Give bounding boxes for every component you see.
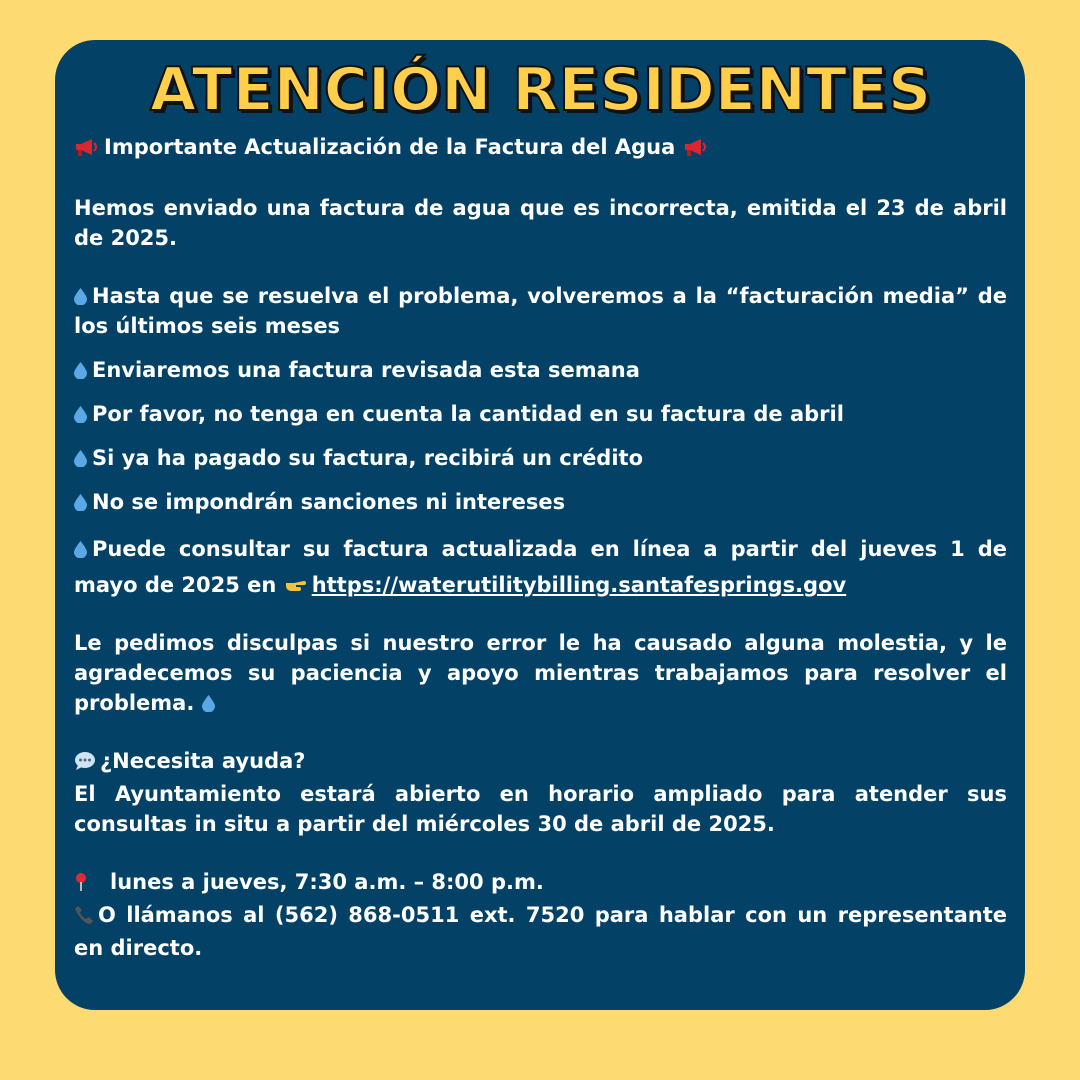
- water-drop-icon: [74, 283, 87, 300]
- bullet-item: [74, 399, 1007, 429]
- water-drop-icon: [202, 690, 215, 707]
- speech-bubble-icon: [74, 749, 96, 779]
- billing-link[interactable]: https://waterutilitybilling.santafesprings.gov: [311, 573, 847, 597]
- pointing-hand-icon: [284, 570, 308, 606]
- notice-card: [55, 40, 1025, 1010]
- help-question: [74, 746, 1007, 779]
- bullet-item: [74, 281, 1007, 341]
- bullet-text: Hasta que se resuelva el problema, volveremos a la “facturación media” de los últimos seis meses: [74, 284, 1007, 338]
- megaphone-icon: [683, 135, 709, 165]
- online-text: Puede consultar su factura actualizada en línea a partir del jueves 1 de mayo de 2025 en: [74, 537, 1007, 597]
- pin-icon: [74, 870, 88, 900]
- megaphone-icon: [74, 135, 100, 165]
- help-question-text: ¿Necesita ayuda?: [100, 749, 306, 773]
- hours-text: lunes a jueves, 7:30 a.m. – 8:00 p.m.: [110, 870, 544, 894]
- bullet-text: No se impondrán sanciones ni intereses: [92, 490, 566, 514]
- bullet-text: Si ya ha pagado su factura, recibirá un crédito: [92, 446, 644, 470]
- water-drop-icon: [74, 533, 87, 550]
- intro-text: Hemos enviado una factura de agua que es incorrecta, emitida el 23 de abril de 2025.: [74, 196, 1007, 250]
- notice-title: ATENCIÓN RESIDENTES: [149, 55, 932, 125]
- subtitle-line: [74, 132, 1007, 165]
- water-drop-icon: [74, 445, 87, 462]
- apology-content: Le pedimos disculpas si nuestro error le ha causado alguna molestia, y le agradecemos su paciencia y apoyo mientras trabajamos para resolver el problema.: [74, 631, 1007, 715]
- phone-text: O llámanos al (562) 868-0511 ext. 7520 para hablar con un representante en directo.: [74, 903, 1007, 960]
- bullet-text: Enviaremos una factura revisada esta semana: [92, 358, 640, 382]
- apology-text: [74, 628, 1007, 718]
- phone-icon: [74, 903, 94, 933]
- bullet-item: [74, 531, 1007, 606]
- help-text: El Ayuntamiento estará abierto en horario ampliado para atender sus consultas in situ a partir del miércoles 30 de abril de 2025.: [74, 782, 1007, 836]
- notice-body: [74, 132, 1007, 963]
- subtitle-text: Importante Actualización de la Factura del Agua: [104, 135, 676, 159]
- bullet-text: Por favor, no tenga en cuenta la cantidad en su factura de abril: [92, 402, 844, 426]
- hours-line: [74, 867, 1007, 900]
- water-drop-icon: [74, 489, 87, 506]
- bullet-item: [74, 355, 1007, 385]
- bullet-item: [74, 487, 1007, 517]
- water-drop-icon: [74, 401, 87, 418]
- bullet-item: [74, 443, 1007, 473]
- water-drop-icon: [74, 357, 87, 374]
- phone-line: [74, 900, 1007, 963]
